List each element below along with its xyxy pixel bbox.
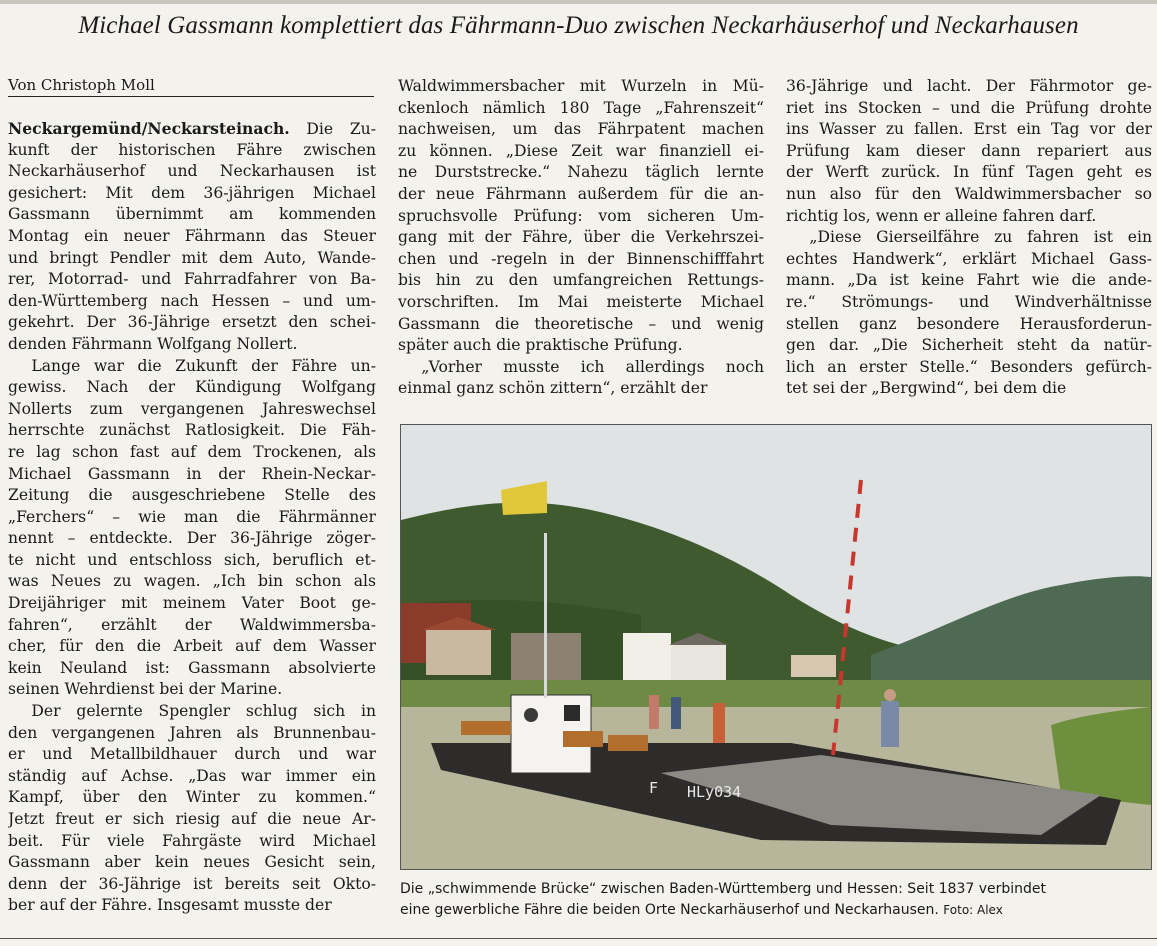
text-column-3 xyxy=(786,76,1152,400)
text-line: Zeitung die ausgeschriebene Stelle des xyxy=(8,486,376,505)
text-line: Gassmann die theoretische – und wenig xyxy=(398,314,764,333)
text-line: „Ferchers“ – wie man die Fährmänner xyxy=(8,507,376,526)
text-line: bis hin zu den umfangreichen Rettungs- xyxy=(398,271,764,290)
text-line: ständig auf Achse. „Das war immer ein xyxy=(8,766,376,785)
text-line: Michael Gassmann in der Rhein-Neckar- xyxy=(8,464,376,483)
photo-person xyxy=(881,701,899,747)
photo-caption xyxy=(400,879,1152,921)
text-line: Neckarhäuserhof und Neckarhausen ist xyxy=(8,162,376,181)
text-line: ber auf der Fähre. Insgesamt musste der xyxy=(8,896,332,915)
text-line: fahren“, erzählt der Waldwimmersba- xyxy=(8,615,376,634)
text-line: Dreijähriger mit meinem Vater Boot ge- xyxy=(8,594,376,613)
text-line: herrschte zunächst Ratlosigkeit. Die Fäh- xyxy=(8,421,376,440)
text-line: te nicht und entschloss sich, beruflich et- xyxy=(8,550,376,569)
text-line: cher, für den die Arbeit auf dem Wasser xyxy=(8,637,376,656)
top-rule xyxy=(0,0,1157,4)
text-line: der Werft zurück. In fünf Tagen geht es xyxy=(786,163,1152,182)
text-line: Gassmann aber kein neues Gesicht sein, xyxy=(8,853,376,872)
text-line: gang mit der Fähre, über die Verkehrszei- xyxy=(398,228,764,247)
text-line: richtig los, wenn er alleine fahren darf. xyxy=(786,206,1097,225)
caption-line-1: Die „schwimmende Brücke“ zwischen Baden-Württemberg und Hessen: Seit 1837 verbindet xyxy=(400,881,1047,897)
text-line: gewiss. Nach der Kündigung Wolfgang xyxy=(8,378,376,397)
text-line: Neckargemünd/Neckarsteinach. Die Zu- xyxy=(8,119,376,138)
text-line: gesichert: Mit dem 36-jährigen Michael xyxy=(8,183,376,202)
text-line: ne Durststrecke.“ Nahezu täglich lernte xyxy=(398,163,764,182)
photo-house-5 xyxy=(671,645,726,681)
text-line: denn der 36-Jährige ist bereits seit Okto- xyxy=(8,874,376,893)
text-line: „Diese Gierseilfähre zu fahren ist ein xyxy=(786,228,1152,247)
ferry-photo xyxy=(400,424,1152,870)
text-line: Waldwimmersbacher mit Wurzeln in Mü- xyxy=(398,77,764,95)
photo-ferry-letter: F xyxy=(649,779,659,797)
text-line: ins Wasser zu fallen. Erst ein Tag vor der xyxy=(786,120,1152,139)
text-line: nun also für den Waldwimmersbacher so xyxy=(786,184,1152,203)
text-line: beit. Für viele Fahrgäste wird Michael xyxy=(8,831,376,850)
text-line: spruchsvolle Prüfung: vom sicheren Um- xyxy=(398,206,764,225)
text-line: re lag schon fast auf dem Trockenen, als xyxy=(8,442,376,461)
photo-flag-pole xyxy=(544,533,547,698)
text-line: was Neues zu wagen. „Ich bin schon als xyxy=(8,572,376,591)
text-line: kunft der historischen Fähre zwischen xyxy=(8,140,376,159)
text-line: lich an erster Stelle.“ Besonders gefürch- xyxy=(786,357,1152,376)
text-line: nennt – entdeckte. Der 36-Jährige zöger- xyxy=(8,529,376,548)
text-line: stellen ganz besondere Herausforderun- xyxy=(786,314,1152,333)
text-line: kein Neuland ist: Gassmann absolvierte xyxy=(8,658,376,677)
photo-house-4 xyxy=(623,633,671,681)
text-line: vorschriften. Im Mai meisterte Michael xyxy=(398,292,764,311)
text-line: den vergangenen Jahren als Brunnenbau- xyxy=(8,723,376,742)
text-line: ckenloch nämlich 180 Tage „Fahrenszeit“ xyxy=(398,98,764,117)
text-line: Der gelernte Spengler schlug sich in xyxy=(8,702,376,721)
text-line: Jetzt freut er sich riesig auf die neue Ar- xyxy=(8,810,376,828)
caption-line-2-text: eine gewerbliche Fähre die beiden Orte Neckarhäuserhof und Neckarhausen. xyxy=(400,902,939,918)
text-line: chen und -regeln in der Binnenschifffahrt xyxy=(398,249,764,268)
text-line: echtes Handwerk“, erklärt Michael Gass- xyxy=(786,249,1152,268)
article-subtitle: Michael Gassmann komplettiert das Fährmann-Duo zwischen Neckarhäuserhof und Neckarhausen xyxy=(78,12,1079,39)
text-line: mann. „Da ist keine Fahrt wie die ande- xyxy=(786,271,1152,290)
text-column-1 xyxy=(8,118,376,917)
text-line: gen dar. „Die Sicherheit steht da natür- xyxy=(786,336,1152,355)
text-column-2 xyxy=(398,76,764,400)
text-line: und bringt Pendler mit dem Auto, Wande- xyxy=(8,248,376,267)
text-line: denden Fährmann Wolfgang Nollert. xyxy=(8,334,298,353)
text-line: der neue Fährmann außerdem für die an- xyxy=(398,184,764,203)
text-line: einmal ganz schön zittern“, erzählt der xyxy=(398,379,708,398)
text-line: zu können. „Diese Zeit war finanziell ei- xyxy=(398,141,764,160)
text-line: seinen Wehrdienst bei der Marine. xyxy=(8,680,283,699)
photo-credit: Foto: Alex xyxy=(943,903,1003,917)
text-line: 36-Jährige und lacht. Der Fährmotor ge- xyxy=(786,77,1152,95)
text-line: rer, Motorrad- und Fahrradfahrer von Ba- xyxy=(8,270,376,289)
text-line: später auch die praktische Prüfung. xyxy=(398,336,683,355)
photo-ferry-marking: HLy034 xyxy=(687,783,742,801)
text-line: er und Metallbildhauer durch und war xyxy=(8,745,376,764)
text-line: Gassmann übernimmt am kommenden xyxy=(8,205,376,224)
byline: Von Christoph Moll xyxy=(8,76,374,97)
article-lead: Neckargemünd/Neckarsteinach. xyxy=(8,119,290,138)
text-line: re.“ Strömungs- und Windverhältnisse xyxy=(786,292,1152,311)
text-line: tet sei der „Bergwind“, bei dem die xyxy=(786,379,1067,398)
text-line: nachweisen, um das Fährpatent machen xyxy=(398,120,764,139)
text-line: den-Württemberg nach Hessen – und um- xyxy=(8,291,376,310)
caption-line-2 xyxy=(400,900,1152,921)
text-line: Lange war die Zukunft der Fähre un- xyxy=(8,356,376,375)
text-line: gekehrt. Der 36-Jährige ersetzt den schei- xyxy=(8,313,376,332)
text-line: riet ins Stocken – und die Prüfung drohte xyxy=(786,98,1152,117)
bottom-rule xyxy=(0,938,1157,939)
text-line: Nollerts zum vergangenen Jahreswechsel xyxy=(8,399,376,418)
text-line: Prüfung kam dieser dann repariert aus xyxy=(786,141,1152,160)
text-line: Kampf, über den Winter zu kommen.“ xyxy=(8,788,376,807)
text-line: „Vorher musste ich allerdings noch xyxy=(398,357,764,376)
text-line: Montag ein neuer Fährmann das Steuer xyxy=(8,226,376,245)
photo-house-2 xyxy=(426,630,491,675)
